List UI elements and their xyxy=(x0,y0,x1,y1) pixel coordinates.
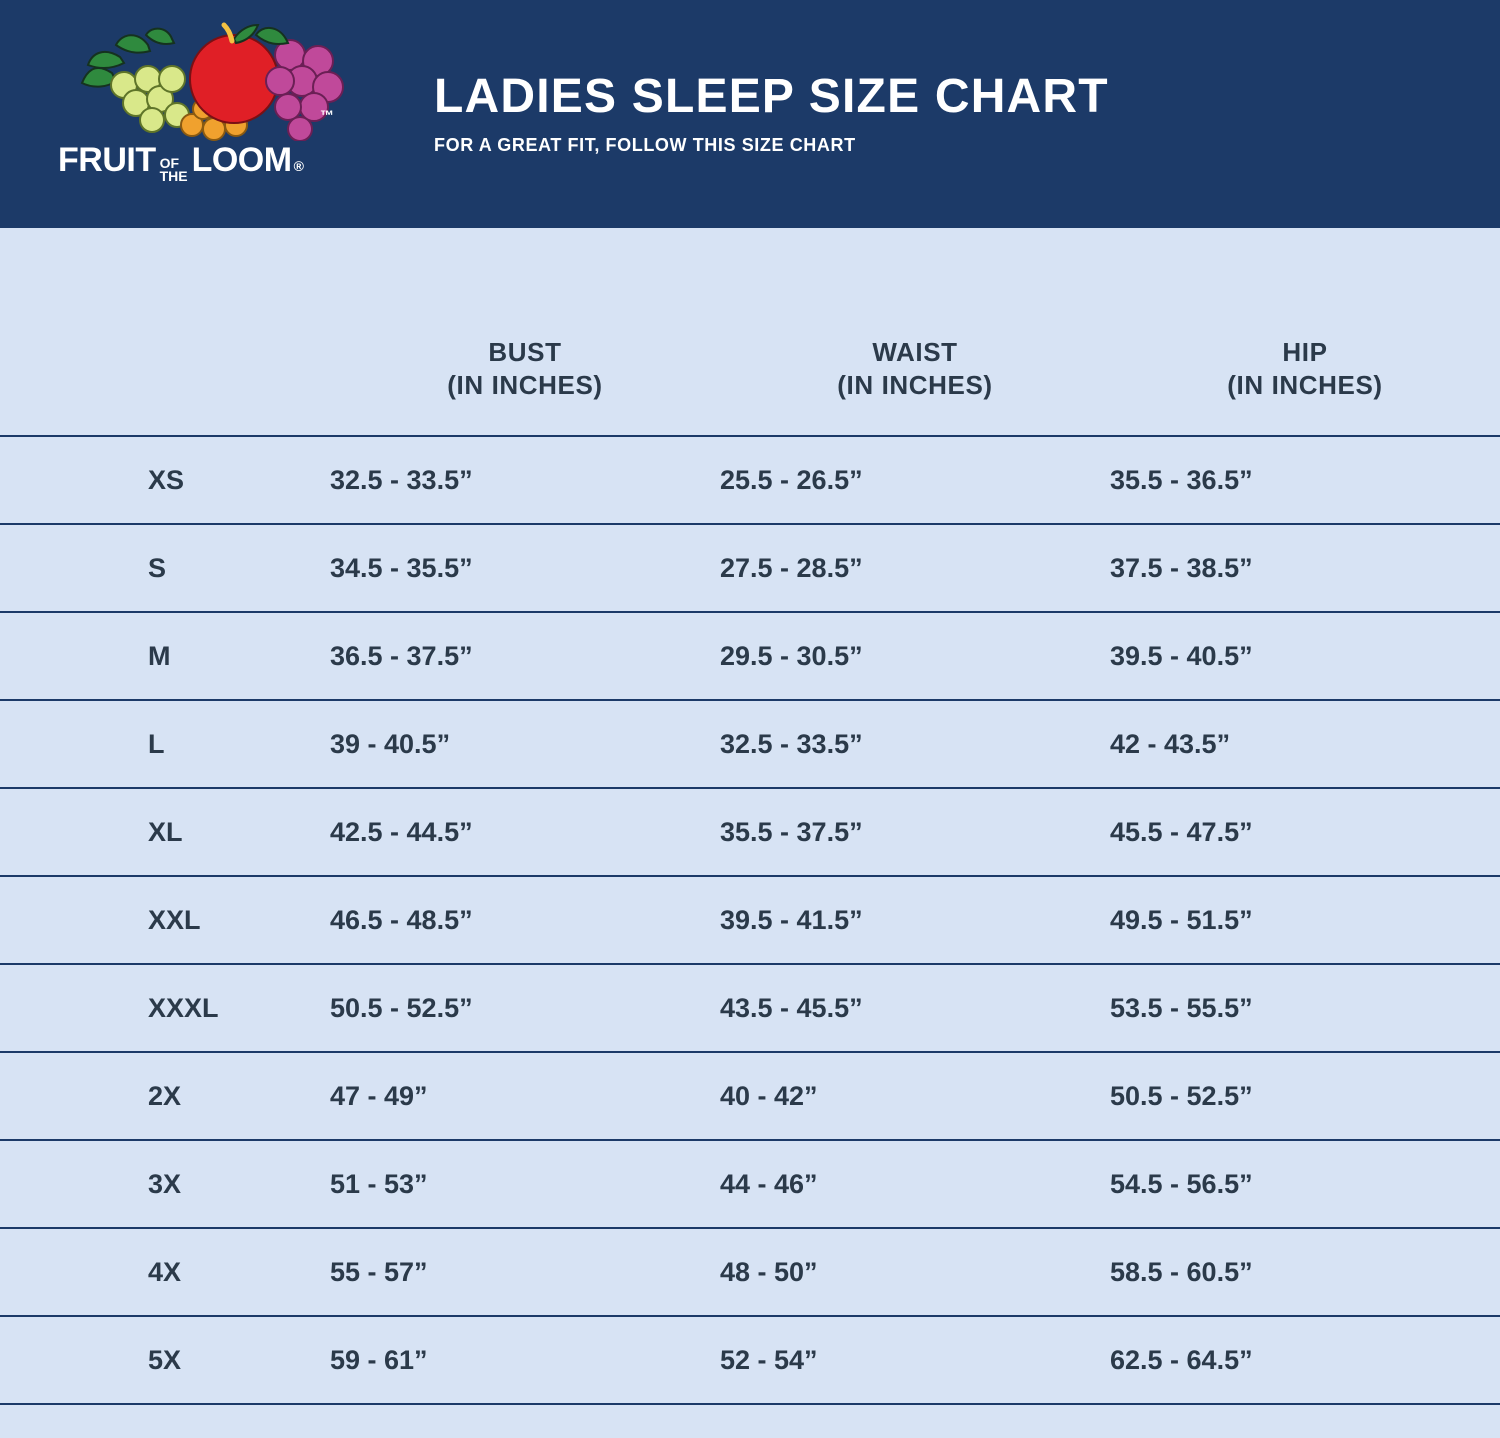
table-row xyxy=(0,788,1500,876)
brand-word-loom: LOOM xyxy=(191,141,292,179)
cell-hip: 49.5 - 51.5” xyxy=(1110,904,1253,935)
cell-waist: 43.5 - 45.5” xyxy=(720,992,863,1023)
column-header-waist-line2: (IN INCHES) xyxy=(837,369,993,400)
cell-waist: 48 - 50” xyxy=(720,1256,818,1287)
table-row xyxy=(0,1316,1500,1404)
fruit-cluster-logo-icon xyxy=(64,21,350,141)
brand-logo xyxy=(56,19,356,209)
cell-waist: 35.5 - 37.5” xyxy=(720,816,863,847)
table-row xyxy=(0,1140,1500,1228)
brand-registered-symbol: ® xyxy=(293,158,304,174)
cell-size: 5X xyxy=(148,1344,182,1375)
table-row xyxy=(0,524,1500,612)
page-header xyxy=(0,0,1500,228)
table-row xyxy=(0,1052,1500,1140)
cell-size: XXL xyxy=(148,904,201,935)
cell-size: XS xyxy=(148,464,185,495)
table-row xyxy=(0,876,1500,964)
brand-word-of: OF xyxy=(159,155,180,171)
column-header-bust-line2: (IN INCHES) xyxy=(447,369,603,400)
cell-hip: 50.5 - 52.5” xyxy=(1110,1080,1253,1111)
cell-size: 2X xyxy=(148,1080,182,1111)
size-table-wrapper xyxy=(0,228,1500,1435)
column-header-waist xyxy=(720,228,1110,436)
page-subtitle: FOR A GREAT FIT, FOLLOW THIS SIZE CHART xyxy=(434,134,856,155)
cell-bust: 59 - 61” xyxy=(330,1344,428,1375)
column-header-hip-line1: HIP xyxy=(1282,337,1328,367)
cell-size: 4X xyxy=(148,1256,182,1287)
cell-bust: 39 - 40.5” xyxy=(330,728,451,759)
cell-waist: 52 - 54” xyxy=(720,1344,818,1375)
cell-hip: 35.5 - 36.5” xyxy=(1110,464,1253,495)
cell-size: 3X xyxy=(148,1168,182,1199)
column-header-hip xyxy=(1110,228,1500,436)
column-header-hip-line2: (IN INCHES) xyxy=(1227,369,1383,400)
cell-waist: 40 - 42” xyxy=(720,1080,818,1111)
cell-size: M xyxy=(148,640,171,671)
cell-bust: 55 - 57” xyxy=(330,1256,428,1287)
cell-bust: 32.5 - 33.5” xyxy=(330,464,473,495)
cell-waist: 25.5 - 26.5” xyxy=(720,464,863,495)
table-row xyxy=(0,964,1500,1052)
column-header-bust-line1: BUST xyxy=(488,337,562,367)
table-row xyxy=(0,436,1500,524)
cell-size: XXXL xyxy=(148,992,219,1023)
table-header xyxy=(0,228,1500,436)
brand-word-the: THE xyxy=(159,168,188,184)
page-title: LADIES SLEEP SIZE CHART xyxy=(434,70,1109,124)
cell-hip: 45.5 - 47.5” xyxy=(1110,816,1253,847)
cell-bust: 47 - 49” xyxy=(330,1080,428,1111)
cell-size: L xyxy=(148,728,165,759)
cell-hip: 62.5 - 64.5” xyxy=(1110,1344,1253,1375)
cell-bust: 51 - 53” xyxy=(330,1168,428,1199)
cell-size: XL xyxy=(148,816,183,847)
table-row xyxy=(0,1228,1500,1316)
brand-wordmark xyxy=(58,141,358,191)
cell-hip: 53.5 - 55.5” xyxy=(1110,992,1253,1023)
cell-waist: 44 - 46” xyxy=(720,1168,818,1199)
header-text-block xyxy=(434,72,1109,155)
cell-bust: 50.5 - 52.5” xyxy=(330,992,473,1023)
cell-bust: 34.5 - 35.5” xyxy=(330,552,473,583)
brand-word-fruit: FRUIT xyxy=(58,141,156,179)
cell-waist: 32.5 - 33.5” xyxy=(720,728,863,759)
cell-hip: 58.5 - 60.5” xyxy=(1110,1256,1253,1287)
cell-hip: 39.5 - 40.5” xyxy=(1110,640,1253,671)
cell-hip: 42 - 43.5” xyxy=(1110,728,1231,759)
cell-bust: 42.5 - 44.5” xyxy=(330,816,473,847)
column-header-size xyxy=(0,228,330,436)
table-row xyxy=(0,612,1500,700)
cell-hip: 37.5 - 38.5” xyxy=(1110,552,1253,583)
column-header-bust xyxy=(330,228,720,436)
brand-word-of-the xyxy=(160,157,188,183)
cell-waist: 29.5 - 30.5” xyxy=(720,640,863,671)
trademark-symbol: ™ xyxy=(320,107,334,123)
cell-bust: 46.5 - 48.5” xyxy=(330,904,473,935)
cell-waist: 39.5 - 41.5” xyxy=(720,904,863,935)
size-table xyxy=(0,228,1500,1405)
cell-bust: 36.5 - 37.5” xyxy=(330,640,473,671)
table-row xyxy=(0,700,1500,788)
table-body xyxy=(0,436,1500,1404)
cell-size: S xyxy=(148,552,167,583)
footer-spacer xyxy=(0,1405,1500,1435)
cell-hip: 54.5 - 56.5” xyxy=(1110,1168,1253,1199)
column-header-waist-line1: WAIST xyxy=(872,337,958,367)
cell-waist: 27.5 - 28.5” xyxy=(720,552,863,583)
